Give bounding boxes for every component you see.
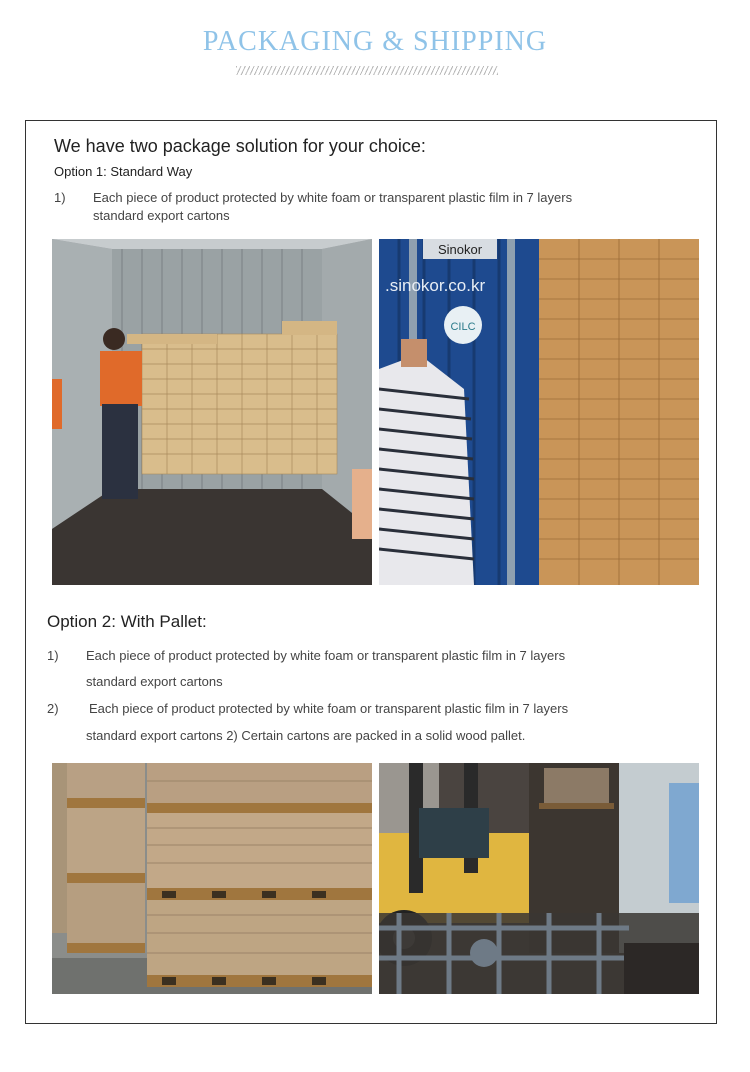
container-loading-photo — [52, 239, 372, 585]
option2-item1-line1: Each piece of product protected by white foam or transparent plastic film in 7 layers — [86, 648, 566, 663]
option1-item-number: 1) — [54, 190, 66, 205]
option2-item2-line1: Each piece of product protected by white foam or transparent plastic film in 7 layers — [89, 701, 569, 716]
container-brand-label: Sinokor — [437, 242, 483, 257]
forklift-loading-photo — [379, 763, 699, 994]
option2-item2-number: 2) — [47, 701, 59, 716]
container-door-photo — [379, 239, 699, 585]
intro-heading: We have two package solution for your choice: — [54, 136, 426, 156]
container-url-label: .sinokor.co.kr — [385, 276, 486, 295]
option2-item1-number: 1) — [47, 648, 59, 663]
pallet-stack-photo — [52, 763, 372, 994]
option1-title: Option 1: Standard Way — [54, 164, 193, 179]
option2-item1-line2: standard export cartons — [86, 674, 223, 689]
page-title: PACKAGING & SHIPPING — [202, 26, 548, 57]
option2-item2-line2: standard export cartons 2) Certain cartons are packed in a solid wood pallet. — [86, 728, 526, 743]
title-divider — [236, 66, 498, 75]
option1-item-line1: Each piece of product protected by white foam or transparent plastic film in 7 layers — [93, 190, 573, 205]
option2-title: Option 2: With Pallet: — [47, 612, 207, 631]
option1-item-line2: standard export cartons — [93, 208, 230, 223]
cert-logo-label: CILC — [450, 321, 476, 333]
